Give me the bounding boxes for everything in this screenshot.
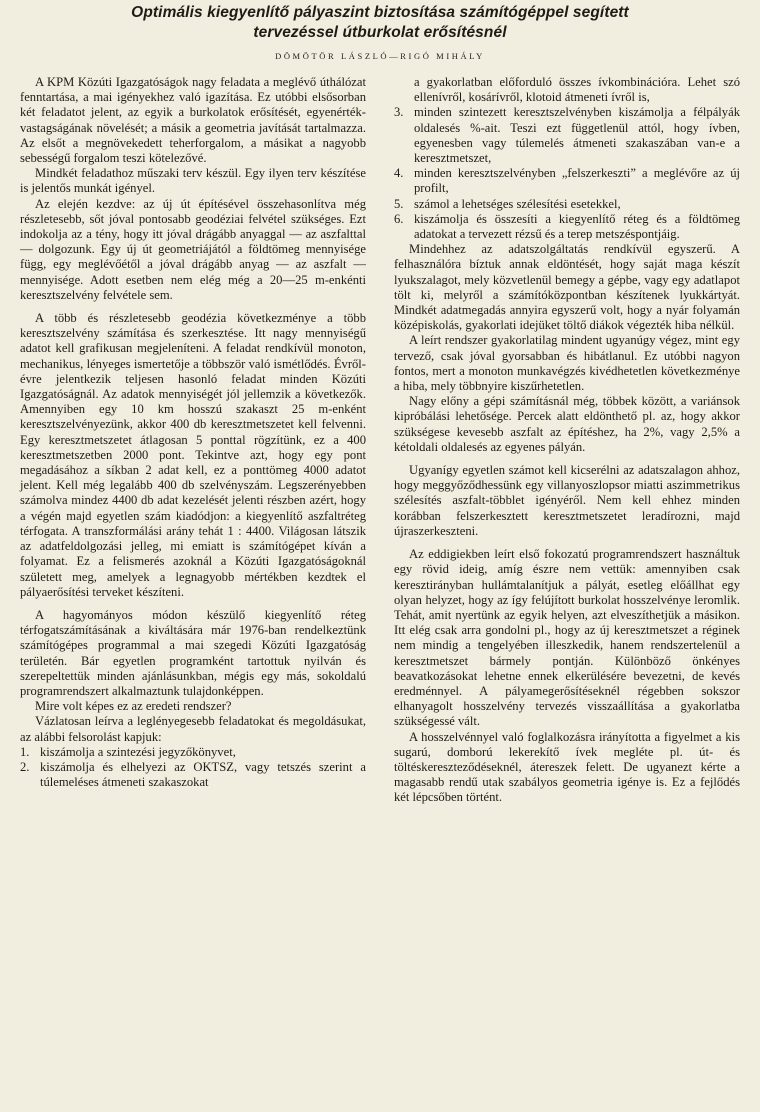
paragraph: A leírt rendszer gyakorlatilag mindent ugyanúgy végez, mint egy tervező, csak jóval gyorsabban és hibátlanul. Ez utóbbi nagyon fontos, mert a monoton munkavégzés kivédhetetlen következménye a hiba, mely többnyire kiszűrhetetlen. [394,333,740,394]
list-text: számol a lehetséges szélesítési esetekkel, [414,196,621,211]
list-number: 5. [394,196,404,211]
article-authors: DÖMÖTÖR LÁSZLÓ—RIGÓ MIHÁLY [275,51,485,61]
list-item [394,105,740,166]
list-text: minden keresztszelvényben „felszerkeszti” a meglévőre az új profilt, [414,166,740,196]
paragraph: A hagyományos módon készülő kiegyenlítő réteg térfogatszámításának a kiváltására már 1976-ban rendelkeztünk számítógépes programmal a mai szegedi Közúti Igazgatóság területén. Bár egyetlen programként tartottuk nyilván és szerepeltettük minden ajánlásunkban, mégis egy más, sokoldalú programrendszert alkalmaztunk tulajdonképpen. [20,607,366,698]
article-title [20,0,740,43]
article-body [20,75,740,806]
title-line-1: Optimális kiegyenlítő pályaszint biztosítása számítógéppel segített [131,4,629,21]
paragraph: Az eddigiekben leírt első fokozatú programrendszert használtuk egy rövid ideig, amíg észre nem vettük: amennyiben csak keresztirányban hullámtalanítjuk a pályát, esetleg előállhat egy olyan helyzet, hogy az így felújított burkolat hosszelvénye leromlik. Tehát, amit nyertünk az egyik helyen, azt elveszíthetjük a másikon. Itt elég csak arra gondolni pl., hogy az új keresztmetszet a réginek nem mindig a tengelyében illeszkedik, hanem rendszertelenül a keresztmetszet bármely pontján. Különböző önkényes beavatkozásokat lehetne ennek elkerülésére bevezetni, de kevés eredménnyel. A pályamegerősítéseknél régebben sokszor elhanyagolt hosszelvény tervezés visszaállítása a gyakorlatba szükségessé vált. [394,547,740,729]
paragraph: A több és részletesebb geodézia következménye a több keresztszelvény számítása és szerkesztése. Itt nagy mennyiségű adatot kell grafikusan megjeleníteni. A feladat rendkívül monoton, mechanikus, lényeges ismertetője a többször való ismétlődés. Évről-évre jelentkezik teljesen hasonló feladat minden Közúti Igazgatóságnál. Az adatok mennyiségét jól jellemzik a következők. Amennyiben egy 10 km hosszú szakaszt 25 m-enként keresztszelvényezünk, akkor 400 db keresztmetszetet kell felvenni. Egy keresztmetszetet átlagosan 5 ponttal rögzítünk, ez a 400 keresztmetszetben 2000 pont. Tekintve azt, hogy egy pont megadásához a síkban 2 adat kell, ez a ponttömeg 4000 adatot jelent. Kell még legalább 400 db szelvényszám. Legszerényebben számolva mindez 4400 db adat kezelését jelenti részben azért, hogy a végén majd egyetlen szám kiadódjon: a kiegyenlítő aszfaltréteg térfogata. A transzformálási arány tehát 1 : 4400. Világosan látszik az adatfeldolgozási jelleg, mi emiatt is számítógépet kíván a folyamat. Ez a felismerés azoknál a Közúti Igazgatóságoknál született meg, amelyek a legnagyobb mértékben kezdtek el pályaerősítési terveket készíteni. [20,311,366,599]
paragraph: Mire volt képes ez az eredeti rendszer? [35,699,232,714]
list-number: 4. [394,166,404,181]
list-number: 2. [20,759,30,774]
paragraph: Nagy előny a gépi számításnál még, többek között, a variánsok kipróbálási lehetősége. Percek alatt eldönthető pl. az, hogy akkor szükségese kevesebb aszfalt az építéshez, ha 2%, vagy 2,5% a kétoldali oldalesés az egyenes pályán. [394,394,740,454]
list-text: kiszámolja és összesíti a kiegyenlítő réteg és a földtömeg adatokat a tervezett rézsű és a terep metszéspontjáig. [414,211,740,242]
paragraph: Ugyanígy egyetlen számot kell kicserélni az adatszalagon ahhoz, hogy meggyőződhessünk egy villanyoszlopsor miatti aszimmetrikus szélesítés aszfalt-többlet igényéről. Nem kell ehhez minden korábban felszerkesztett keresztmetszetet leradírozni, majd újraszerkeszteni. [394,463,740,538]
list-text: kiszámolja a szintezési jegyzőkönyvet, [40,744,236,759]
paragraph: A hosszelvénnyel való foglalkozásra irányította a figyelmet a kis sugarú, domború lekerekítő ívek megléte pl. út- és töltéskereszteződéseknél, átereszek felett. De ugyanezt kérte a magasabb rendű utak szabályos geometria igénye is. Ez a fejlődés két lépcsőben történt. [394,729,740,805]
paragraph: Az elején kezdve: az új út építésével összehasonlítva még részletesebb, sőt jóval pontosabb geodéziai felvétel szükséges. Ezt indokolja az a tény, hogy itt jóval drágább anyaggal — az aszfalttal — dolgozunk. Egy új út geometriájától a földtömeg mennyisége függ, egy meglévőétől a jóval drágább anyag — az aszfalt — mennyisége. Adott esetben nem elég még a 20—25 m-enkénti keresztszelvény felvétele sem. [20,196,366,302]
right-column [394,75,740,806]
paragraph: A KPM Közúti Igazgatóságok nagy feladata a meglévő úthálózat fenntartása, a mai igényekhez való igazítása. Ez utóbbi elsősorban két feladatot jelent, az egyik a burkolatok erősítését, egyenérték-vastagságának növelését; a másik a geometria javítását tartalmazza. Az elsőt a megnövekedett teherforgalom, a másikat a nagyobb sebességű forgalom teszi kötelezővé. [20,75,366,166]
paragraph: Vázlatosan leírva a leglényegesebb feladatokat és megoldásukat, az alábbi felsorolást kapjuk: [20,714,366,744]
list-number: 6. [394,211,404,226]
paragraph: Mindkét feladathoz műszaki terv készül. Egy ilyen terv készítése is jelentős munkát igényel. [20,166,366,196]
list-text: a gyakorlatban előforduló összes ívkombinációra. Lehet szó ellenívről, kosárívről, klotoid átmeneti ívről is, [414,75,740,105]
task-list [20,745,366,791]
paragraph: Mindehhez az adatszolgáltatás rendkívül egyszerű. A felhasználóra bíztuk annak eldöntését, hogy saját maga készít lyukszalagot, mely közvetlenül bemegy a gépbe, vagy egy adatlapot tölt ki, melyről a számítóközpontban készítenek lyukkártyát. Mindkét adatmegadás annyira egyszerű volt, hogy a nyár folyamán középiskolás, gyakorlati idejüket töltő diákok végezték hiba nélkül. [394,242,740,333]
list-item [394,212,740,242]
list-text: kiszámolja és elhelyezi az OKTSZ, vagy tetszés szerint a túlemeléses átmeneti szakaszokat [40,759,366,790]
title-line-2: tervezéssel útburkolat erősítésnél [253,24,507,41]
list-item [394,197,740,212]
list-text: minden szintezett keresztszelvényben kiszámolja a félpályák oldalesés %-ait. Teszi ezt függetlenül attól, hogy ívben, egyenesben vagy túlemelés átmeneti szakaszában van-e a keresztmetszet, [414,105,740,166]
list-item [20,760,366,790]
list-number: 1. [20,744,30,759]
task-list-continued [394,75,740,242]
list-item-continuation [394,75,740,105]
list-item [20,745,366,760]
left-column [20,75,366,806]
list-number: 3. [394,105,404,120]
list-item [394,166,740,196]
